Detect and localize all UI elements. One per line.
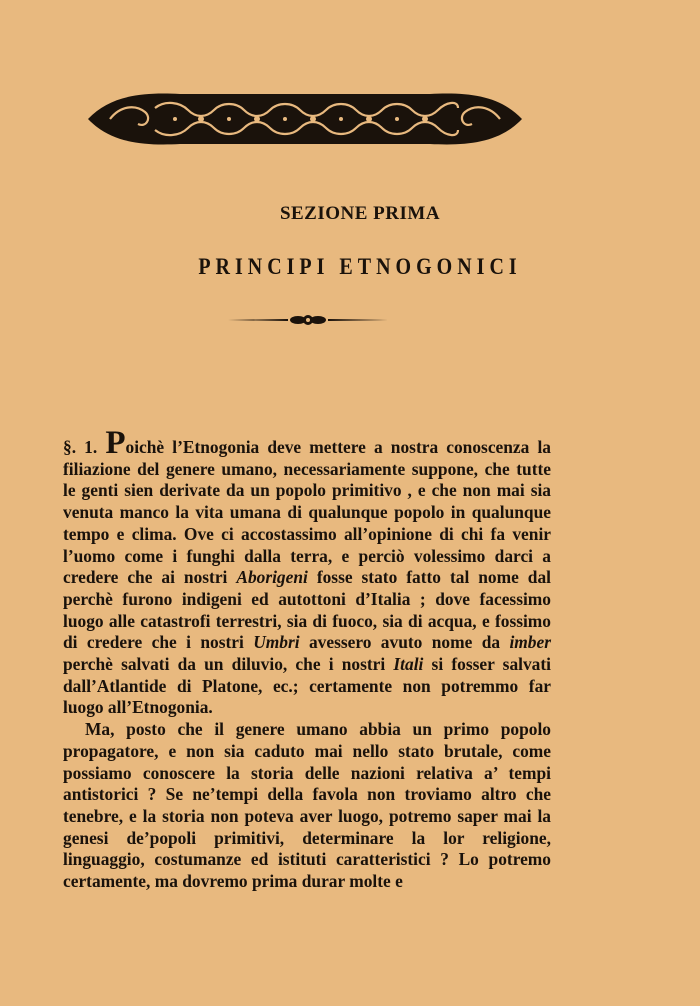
section-heading: SEZIONE PRIMA [279, 203, 441, 224]
italic-term: Aborigeni [236, 567, 308, 588]
decorative-header-band [80, 88, 530, 150]
italic-term: Itali [393, 654, 424, 675]
body-text [63, 425, 551, 893]
paragraph-1-text-a: oichè l’Etnogonia deve mettere a nostra conoscenza la filiazione del genere umano, necessariamente suppone, che tutte le genti sien derivate da un popolo primitivo , e che non mai sia venuta manco la vita umana di qualunque popolo in qualunque tempo e clima. Ove ci accostassimo all’opinione di chi fa venir l’uomo come i funghi dalla terra, e perciò volessimo darci a credere che ai nostri [63, 437, 551, 588]
page-title: PRINCIPI ETNOGONICI [198, 254, 522, 280]
paragraph-1-text-b: fosse stato fatto tal nome dal perchè furono indigeni ed autottoni d’Italia ; dove facessimo luogo alle catastrofi terrestri, sia di fuoco, sia di acqua, e fossimo di credere che i nostri [63, 567, 551, 653]
italic-term: Umbri [253, 632, 300, 653]
section-mark: §. 1. [63, 437, 98, 457]
divider-ornament [228, 313, 388, 327]
italic-term: imber [509, 632, 551, 653]
paragraph-2: Ma, posto che il genere umano abbia un primo popolo propagatore, e non sia caduto mai nello stato brutale, come possiamo conoscere la storia delle nazioni relativa a’ tempi antistorici ? Se ne’tempi della favola non troviamo altro che tenebre, e la storia non poteva aver luogo, potremo saper mai la genesi de’popoli primitivi, determinare la lor religione, linguaggio, costumanze ed istituti caratteristici ? Lo potremo certamente, ma dovremo prima durar molte e [63, 719, 551, 892]
paragraph-1-text-c: avessero avuto nome da [299, 632, 510, 653]
paragraph-1-text-e: si fosser salvati dall’Atlantide di Platone, ec.; certamente non potremmo far luogo all’Etnogonia. [63, 654, 551, 718]
paragraph-1 [63, 425, 551, 719]
drop-cap: P [105, 425, 126, 461]
paragraph-1-text-d: perchè salvati da un diluvio, che i nostri [63, 654, 394, 675]
